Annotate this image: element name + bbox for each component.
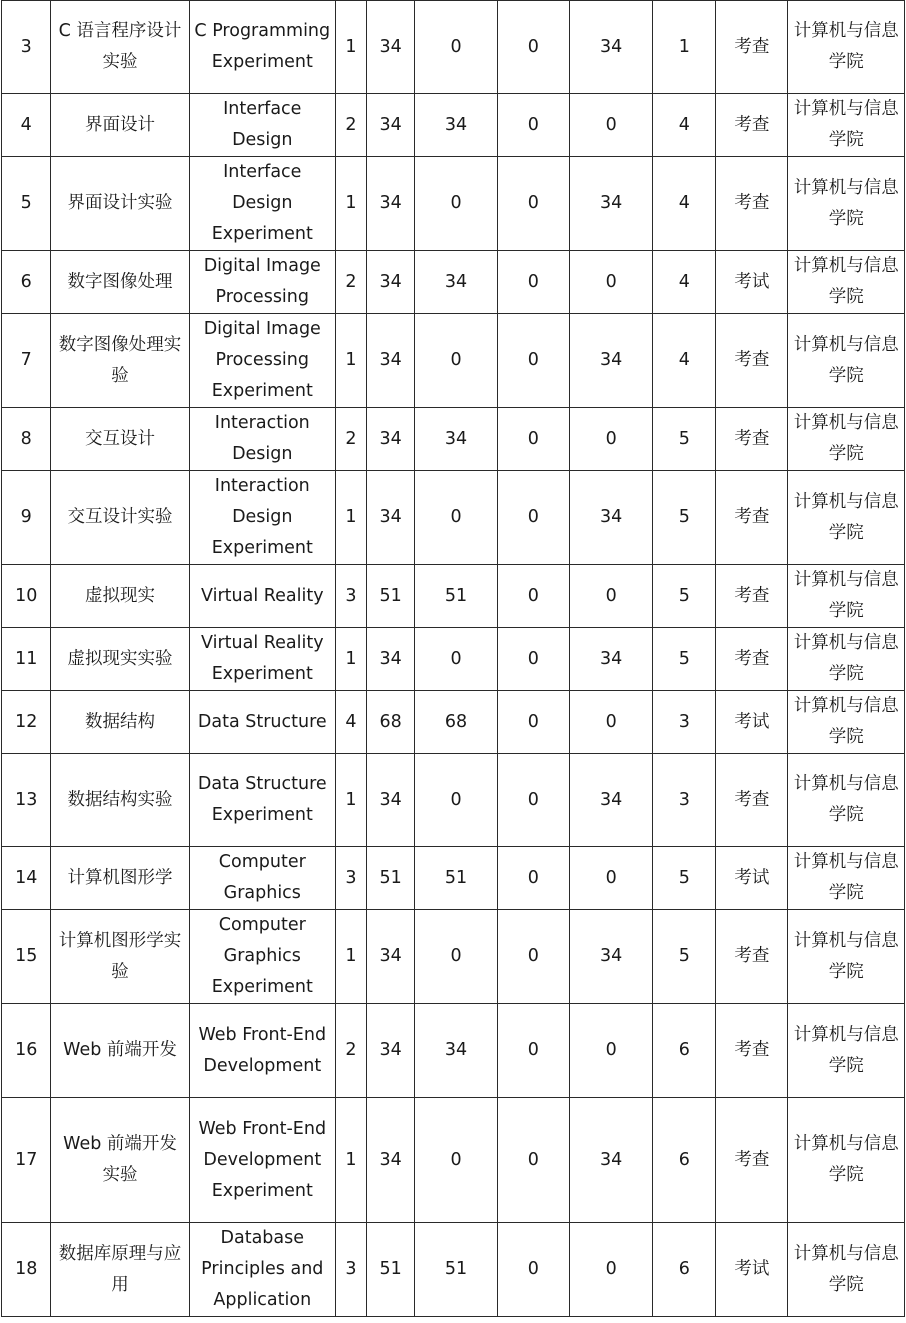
semester-cell: 5 xyxy=(653,628,716,691)
semester-cell: 5 xyxy=(653,565,716,628)
lab-hours-cell: 34 xyxy=(569,314,652,408)
practice-hours-cell: 0 xyxy=(497,94,569,157)
row-number-cell: 6 xyxy=(2,251,51,314)
assessment-cell: 考查 xyxy=(716,408,788,471)
row-number-cell: 14 xyxy=(2,847,51,910)
course-name-en-cell: Virtual Reality Experiment xyxy=(189,628,335,691)
course-name-cn-cell: 数据库原理与应用 xyxy=(51,1223,189,1317)
course-name-cn-cell: 数字图像处理实验 xyxy=(51,314,189,408)
practice-hours-cell: 0 xyxy=(497,691,569,754)
practice-hours-cell: 0 xyxy=(497,1004,569,1098)
credit-cell: 1 xyxy=(335,314,366,408)
practice-hours-cell: 0 xyxy=(497,628,569,691)
course-name-cn-cell: 虚拟现实实验 xyxy=(51,628,189,691)
table-row xyxy=(2,847,905,910)
department-cell: 计算机与信息学院 xyxy=(788,910,905,1004)
semester-cell: 5 xyxy=(653,847,716,910)
department-cell: 计算机与信息学院 xyxy=(788,408,905,471)
credit-cell: 2 xyxy=(335,408,366,471)
row-number-cell: 11 xyxy=(2,628,51,691)
semester-cell: 5 xyxy=(653,910,716,1004)
course-name-en-cell: Database Principles and Application xyxy=(189,1223,335,1317)
table-row xyxy=(2,754,905,847)
course-name-cn-cell: 数据结构实验 xyxy=(51,754,189,847)
table-row xyxy=(2,314,905,408)
department-cell: 计算机与信息学院 xyxy=(788,157,905,251)
department-cell: 计算机与信息学院 xyxy=(788,565,905,628)
total-hours-cell: 51 xyxy=(366,1223,414,1317)
lab-hours-cell: 0 xyxy=(569,408,652,471)
course-name-cn-cell: 数字图像处理 xyxy=(51,251,189,314)
row-number-cell: 8 xyxy=(2,408,51,471)
course-name-en-cell: Data Structure xyxy=(189,691,335,754)
department-cell: 计算机与信息学院 xyxy=(788,1098,905,1223)
practice-hours-cell: 0 xyxy=(497,754,569,847)
department-cell: 计算机与信息学院 xyxy=(788,628,905,691)
lecture-hours-cell: 0 xyxy=(415,754,497,847)
course-name-en-cell: Data Structure Experiment xyxy=(189,754,335,847)
department-cell: 计算机与信息学院 xyxy=(788,691,905,754)
credit-cell: 1 xyxy=(335,1098,366,1223)
course-name-cn-cell: 计算机图形学实验 xyxy=(51,910,189,1004)
assessment-cell: 考查 xyxy=(716,628,788,691)
course-table xyxy=(1,0,905,1317)
department-cell: 计算机与信息学院 xyxy=(788,251,905,314)
department-cell: 计算机与信息学院 xyxy=(788,754,905,847)
lab-hours-cell: 34 xyxy=(569,471,652,565)
total-hours-cell: 34 xyxy=(366,1098,414,1223)
total-hours-cell: 34 xyxy=(366,1,414,94)
row-number-cell: 5 xyxy=(2,157,51,251)
lecture-hours-cell: 34 xyxy=(415,94,497,157)
assessment-cell: 考查 xyxy=(716,1098,788,1223)
credit-cell: 3 xyxy=(335,847,366,910)
table-row xyxy=(2,1004,905,1098)
course-name-en-cell: Web Front-End Development Experiment xyxy=(189,1098,335,1223)
lecture-hours-cell: 34 xyxy=(415,408,497,471)
practice-hours-cell: 0 xyxy=(497,1223,569,1317)
table-row xyxy=(2,94,905,157)
lecture-hours-cell: 51 xyxy=(415,847,497,910)
total-hours-cell: 51 xyxy=(366,565,414,628)
total-hours-cell: 34 xyxy=(366,408,414,471)
table-body xyxy=(2,1,905,1317)
assessment-cell: 考查 xyxy=(716,94,788,157)
practice-hours-cell: 0 xyxy=(497,1,569,94)
course-name-cn-cell: 交互设计 xyxy=(51,408,189,471)
assessment-cell: 考查 xyxy=(716,314,788,408)
lecture-hours-cell: 51 xyxy=(415,1223,497,1317)
lab-hours-cell: 0 xyxy=(569,94,652,157)
practice-hours-cell: 0 xyxy=(497,910,569,1004)
department-cell: 计算机与信息学院 xyxy=(788,471,905,565)
course-name-en-cell: Computer Graphics Experiment xyxy=(189,910,335,1004)
credit-cell: 2 xyxy=(335,251,366,314)
course-name-cn-cell: 虚拟现实 xyxy=(51,565,189,628)
practice-hours-cell: 0 xyxy=(497,251,569,314)
table-row xyxy=(2,1223,905,1317)
semester-cell: 6 xyxy=(653,1223,716,1317)
course-name-en-cell: Web Front-End Development xyxy=(189,1004,335,1098)
semester-cell: 6 xyxy=(653,1098,716,1223)
row-number-cell: 7 xyxy=(2,314,51,408)
department-cell: 计算机与信息学院 xyxy=(788,94,905,157)
course-name-en-cell: Interface Design xyxy=(189,94,335,157)
assessment-cell: 考查 xyxy=(716,157,788,251)
course-name-en-cell: Interface Design Experiment xyxy=(189,157,335,251)
row-number-cell: 3 xyxy=(2,1,51,94)
course-name-en-cell: Interaction Design Experiment xyxy=(189,471,335,565)
table-row xyxy=(2,628,905,691)
course-name-en-cell: Digital Image Processing xyxy=(189,251,335,314)
row-number-cell: 13 xyxy=(2,754,51,847)
table-row xyxy=(2,691,905,754)
lecture-hours-cell: 34 xyxy=(415,1004,497,1098)
row-number-cell: 12 xyxy=(2,691,51,754)
credit-cell: 1 xyxy=(335,157,366,251)
course-name-cn-cell: 界面设计 xyxy=(51,94,189,157)
course-name-cn-cell: 界面设计实验 xyxy=(51,157,189,251)
semester-cell: 4 xyxy=(653,157,716,251)
assessment-cell: 考查 xyxy=(716,1004,788,1098)
semester-cell: 3 xyxy=(653,691,716,754)
practice-hours-cell: 0 xyxy=(497,565,569,628)
lecture-hours-cell: 0 xyxy=(415,628,497,691)
total-hours-cell: 51 xyxy=(366,847,414,910)
lab-hours-cell: 0 xyxy=(569,1223,652,1317)
course-name-cn-cell: C 语言程序设计实验 xyxy=(51,1,189,94)
course-name-cn-cell: 交互设计实验 xyxy=(51,471,189,565)
course-name-cn-cell: 计算机图形学 xyxy=(51,847,189,910)
table-row xyxy=(2,910,905,1004)
semester-cell: 3 xyxy=(653,754,716,847)
assessment-cell: 考查 xyxy=(716,754,788,847)
course-name-cn-cell: Web 前端开发实验 xyxy=(51,1098,189,1223)
assessment-cell: 考查 xyxy=(716,565,788,628)
lab-hours-cell: 0 xyxy=(569,847,652,910)
lecture-hours-cell: 0 xyxy=(415,910,497,1004)
total-hours-cell: 34 xyxy=(366,471,414,565)
lab-hours-cell: 0 xyxy=(569,251,652,314)
table-row xyxy=(2,251,905,314)
semester-cell: 4 xyxy=(653,314,716,408)
credit-cell: 1 xyxy=(335,628,366,691)
total-hours-cell: 34 xyxy=(366,628,414,691)
total-hours-cell: 34 xyxy=(366,754,414,847)
row-number-cell: 4 xyxy=(2,94,51,157)
course-name-en-cell: Computer Graphics xyxy=(189,847,335,910)
lab-hours-cell: 0 xyxy=(569,565,652,628)
practice-hours-cell: 0 xyxy=(497,1098,569,1223)
credit-cell: 1 xyxy=(335,910,366,1004)
credit-cell: 1 xyxy=(335,471,366,565)
lab-hours-cell: 34 xyxy=(569,754,652,847)
row-number-cell: 10 xyxy=(2,565,51,628)
semester-cell: 6 xyxy=(653,1004,716,1098)
department-cell: 计算机与信息学院 xyxy=(788,314,905,408)
lecture-hours-cell: 68 xyxy=(415,691,497,754)
lab-hours-cell: 0 xyxy=(569,691,652,754)
practice-hours-cell: 0 xyxy=(497,847,569,910)
assessment-cell: 考查 xyxy=(716,910,788,1004)
credit-cell: 2 xyxy=(335,1004,366,1098)
total-hours-cell: 34 xyxy=(366,314,414,408)
lecture-hours-cell: 51 xyxy=(415,565,497,628)
total-hours-cell: 34 xyxy=(366,251,414,314)
assessment-cell: 考试 xyxy=(716,847,788,910)
table-row xyxy=(2,1,905,94)
course-name-en-cell: Digital Image Processing Experiment xyxy=(189,314,335,408)
practice-hours-cell: 0 xyxy=(497,314,569,408)
row-number-cell: 18 xyxy=(2,1223,51,1317)
assessment-cell: 考试 xyxy=(716,1223,788,1317)
practice-hours-cell: 0 xyxy=(497,471,569,565)
assessment-cell: 考查 xyxy=(716,471,788,565)
credit-cell: 2 xyxy=(335,94,366,157)
total-hours-cell: 34 xyxy=(366,910,414,1004)
lab-hours-cell: 0 xyxy=(569,1004,652,1098)
table-row xyxy=(2,1098,905,1223)
course-name-cn-cell: 数据结构 xyxy=(51,691,189,754)
credit-cell: 3 xyxy=(335,1223,366,1317)
department-cell: 计算机与信息学院 xyxy=(788,1,905,94)
lecture-hours-cell: 0 xyxy=(415,471,497,565)
department-cell: 计算机与信息学院 xyxy=(788,1223,905,1317)
semester-cell: 1 xyxy=(653,1,716,94)
department-cell: 计算机与信息学院 xyxy=(788,847,905,910)
practice-hours-cell: 0 xyxy=(497,408,569,471)
semester-cell: 5 xyxy=(653,471,716,565)
semester-cell: 4 xyxy=(653,94,716,157)
lab-hours-cell: 34 xyxy=(569,1098,652,1223)
total-hours-cell: 34 xyxy=(366,1004,414,1098)
assessment-cell: 考试 xyxy=(716,251,788,314)
semester-cell: 5 xyxy=(653,408,716,471)
course-name-cn-cell: Web 前端开发 xyxy=(51,1004,189,1098)
table-row xyxy=(2,471,905,565)
lecture-hours-cell: 0 xyxy=(415,314,497,408)
lab-hours-cell: 34 xyxy=(569,1,652,94)
total-hours-cell: 34 xyxy=(366,94,414,157)
total-hours-cell: 68 xyxy=(366,691,414,754)
row-number-cell: 17 xyxy=(2,1098,51,1223)
lab-hours-cell: 34 xyxy=(569,157,652,251)
assessment-cell: 考试 xyxy=(716,691,788,754)
lecture-hours-cell: 0 xyxy=(415,1098,497,1223)
semester-cell: 4 xyxy=(653,251,716,314)
lecture-hours-cell: 0 xyxy=(415,157,497,251)
assessment-cell: 考查 xyxy=(716,1,788,94)
course-name-en-cell: C Programming Experiment xyxy=(189,1,335,94)
lecture-hours-cell: 0 xyxy=(415,1,497,94)
lab-hours-cell: 34 xyxy=(569,910,652,1004)
credit-cell: 4 xyxy=(335,691,366,754)
lab-hours-cell: 34 xyxy=(569,628,652,691)
practice-hours-cell: 0 xyxy=(497,157,569,251)
table-row xyxy=(2,565,905,628)
total-hours-cell: 34 xyxy=(366,157,414,251)
department-cell: 计算机与信息学院 xyxy=(788,1004,905,1098)
credit-cell: 1 xyxy=(335,754,366,847)
table-row xyxy=(2,157,905,251)
course-name-en-cell: Virtual Reality xyxy=(189,565,335,628)
row-number-cell: 16 xyxy=(2,1004,51,1098)
row-number-cell: 15 xyxy=(2,910,51,1004)
course-name-en-cell: Interaction Design xyxy=(189,408,335,471)
table-row xyxy=(2,408,905,471)
credit-cell: 1 xyxy=(335,1,366,94)
credit-cell: 3 xyxy=(335,565,366,628)
row-number-cell: 9 xyxy=(2,471,51,565)
lecture-hours-cell: 34 xyxy=(415,251,497,314)
